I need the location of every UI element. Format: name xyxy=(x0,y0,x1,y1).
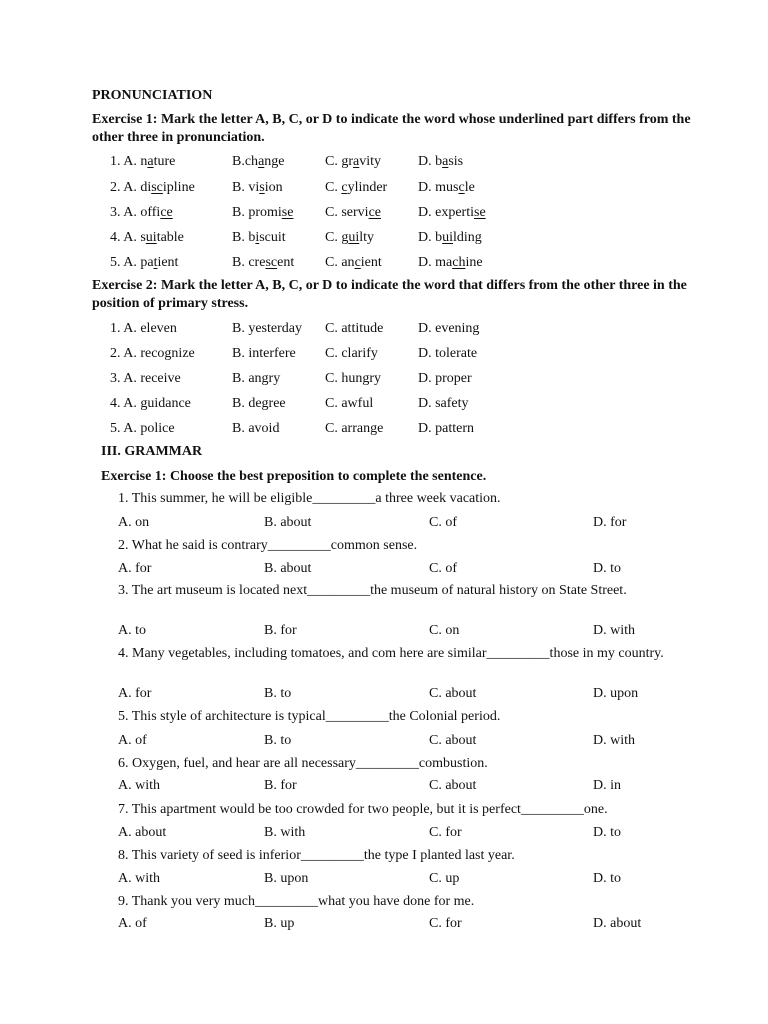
option-c: C. hungry xyxy=(325,371,381,386)
question-text: 7. This apartment would be too crowded for two people, but it is perfect_________one. xyxy=(118,802,608,817)
answer-option-d: D. in xyxy=(593,778,621,793)
answer-option-a: A. for xyxy=(118,561,152,576)
answer-option-d: D. for xyxy=(593,515,627,530)
option-a: 2. A. discipline xyxy=(110,180,195,195)
option-c: C. clarify xyxy=(325,346,378,361)
underlined-part: sc xyxy=(265,255,278,270)
option-a: 1. A. eleven xyxy=(110,321,177,336)
question-text: 3. The art museum is located next_________the museum of natural history on State Street. xyxy=(118,583,627,598)
underlined-part: c xyxy=(341,180,348,195)
underlined-part: c xyxy=(458,180,465,195)
option-d: D. evening xyxy=(418,321,480,336)
answer-option-b: B. upon xyxy=(264,871,309,886)
answer-option-d: D. with xyxy=(593,623,635,638)
option-d: D. safety xyxy=(418,396,469,411)
question-text: 5. This style of architecture is typical_________the Colonial period. xyxy=(118,709,501,724)
answer-option-c: C. about xyxy=(429,778,477,793)
underlined-part: c xyxy=(354,255,361,270)
option-c: C. arrange xyxy=(325,421,384,436)
underlined-part: a xyxy=(258,154,265,169)
answer-option-c: C. of xyxy=(429,561,457,576)
underlined-part: ch xyxy=(452,255,466,270)
answer-option-c: C. for xyxy=(429,916,462,931)
answer-option-d: D. to xyxy=(593,871,621,886)
option-d: D. proper xyxy=(418,371,472,386)
answer-option-c: C. about xyxy=(429,733,477,748)
underlined-part: sc xyxy=(151,180,163,195)
option-c: C. cylinder xyxy=(325,180,388,195)
answer-option-a: A. of xyxy=(118,916,147,931)
option-c: C. guilty xyxy=(325,230,375,245)
underlined-part: ce xyxy=(160,205,173,220)
answer-option-c: C. for xyxy=(429,825,462,840)
option-b: B. degree xyxy=(232,396,286,411)
option-b: B. biscuit xyxy=(232,230,286,245)
question-text: 2. What he said is contrary_________common sense. xyxy=(118,538,418,553)
answer-option-a: A. of xyxy=(118,733,147,748)
answer-option-c: C. about xyxy=(429,686,477,701)
answer-option-b: B. about xyxy=(264,515,312,530)
underlined-part: se xyxy=(281,205,294,220)
answer-option-b: B. for xyxy=(264,623,297,638)
option-d: D. muscle xyxy=(418,180,475,195)
option-b: B. avoid xyxy=(232,421,280,436)
option-a: 4. A. guidance xyxy=(110,396,191,411)
option-c: C. service xyxy=(325,205,381,220)
option-d: D. pattern xyxy=(418,421,474,436)
answer-option-d: D. to xyxy=(593,825,621,840)
answer-option-b: B. up xyxy=(264,916,295,931)
section-heading-grammar: III. GRAMMAR xyxy=(101,444,203,459)
answer-option-a: A. on xyxy=(118,515,150,530)
option-c: C. awful xyxy=(325,396,374,411)
option-c: C. ancient xyxy=(325,255,382,270)
underlined-part: s xyxy=(259,180,265,195)
option-c: C. attitude xyxy=(325,321,384,336)
option-c: C. gravity xyxy=(325,154,382,169)
exercise-1-instruction: Exercise 1: Mark the letter A, B, C, or D to indicate the word whose underlined part differs from the other three in pronunciation. xyxy=(92,112,691,145)
section-heading-pronunciation: PRONUNCIATION xyxy=(92,88,213,103)
answer-option-d: D. upon xyxy=(593,686,639,701)
option-a: 4. A. suitable xyxy=(110,230,184,245)
underlined-part: t xyxy=(153,255,158,270)
underlined-part: se xyxy=(474,205,486,220)
option-b: B. angry xyxy=(232,371,281,386)
grammar-exercise-1-instruction: Exercise 1: Choose the best preposition to complete the sentence. xyxy=(101,469,487,484)
answer-option-d: D. with xyxy=(593,733,635,748)
option-d: D. machine xyxy=(418,255,483,270)
underlined-part: i xyxy=(255,230,260,245)
option-a: 3. A. receive xyxy=(110,371,181,386)
option-a: 5. A. patient xyxy=(110,255,179,270)
option-d: D. basis xyxy=(418,154,464,169)
question-text: 1. This summer, he will be eligible_________a three week vacation. xyxy=(118,491,501,506)
answer-option-b: B. to xyxy=(264,733,292,748)
underlined-part: ui xyxy=(145,230,157,245)
question-text: 9. Thank you very much_________what you have done for me. xyxy=(118,894,475,909)
answer-option-b: B. to xyxy=(264,686,292,701)
option-b: B. vision xyxy=(232,180,283,195)
underlined-part: a xyxy=(147,154,154,169)
answer-option-b: B. with xyxy=(264,825,306,840)
question-text: 8. This variety of seed is inferior_________the type I planted last year. xyxy=(118,848,515,863)
underlined-part: ui xyxy=(348,230,360,245)
answer-option-a: A. with xyxy=(118,778,160,793)
answer-option-a: A. with xyxy=(118,871,160,886)
underlined-part: ui xyxy=(442,230,454,245)
question-text: 4. Many vegetables, including tomatoes, and com here are similar_________those in my country. xyxy=(118,646,664,661)
option-a: 3. A. office xyxy=(110,205,173,220)
option-b: B.change xyxy=(232,154,285,169)
option-b: B. interfere xyxy=(232,346,296,361)
option-d: D. building xyxy=(418,230,482,245)
option-b: B. crescent xyxy=(232,255,295,270)
option-d: D. tolerate xyxy=(418,346,478,361)
option-a: 2. A. recognize xyxy=(110,346,195,361)
exercise-2-instruction: Exercise 2: Mark the letter A, B, C, or D to indicate the word that differs from the other three in the position of primary stress. xyxy=(92,278,687,311)
answer-option-a: A. for xyxy=(118,686,152,701)
answer-option-a: A. about xyxy=(118,825,167,840)
option-d: D. expertise xyxy=(418,205,486,220)
underlined-part: ce xyxy=(368,205,381,220)
option-b: B. yesterday xyxy=(232,321,302,336)
answer-option-a: A. to xyxy=(118,623,146,638)
underlined-part: a xyxy=(353,154,360,169)
answer-option-c: C. on xyxy=(429,623,460,638)
answer-option-c: C. of xyxy=(429,515,457,530)
option-a: 5. A. police xyxy=(110,421,175,436)
answer-option-c: C. up xyxy=(429,871,460,886)
answer-option-b: B. for xyxy=(264,778,297,793)
underlined-part: a xyxy=(442,154,449,169)
answer-option-d: D. to xyxy=(593,561,621,576)
answer-option-d: D. about xyxy=(593,916,642,931)
answer-option-b: B. about xyxy=(264,561,312,576)
option-a: 1. A. nature xyxy=(110,154,176,169)
option-b: B. promise xyxy=(232,205,294,220)
question-text: 6. Oxygen, fuel, and hear are all necessary_________combustion. xyxy=(118,756,488,771)
